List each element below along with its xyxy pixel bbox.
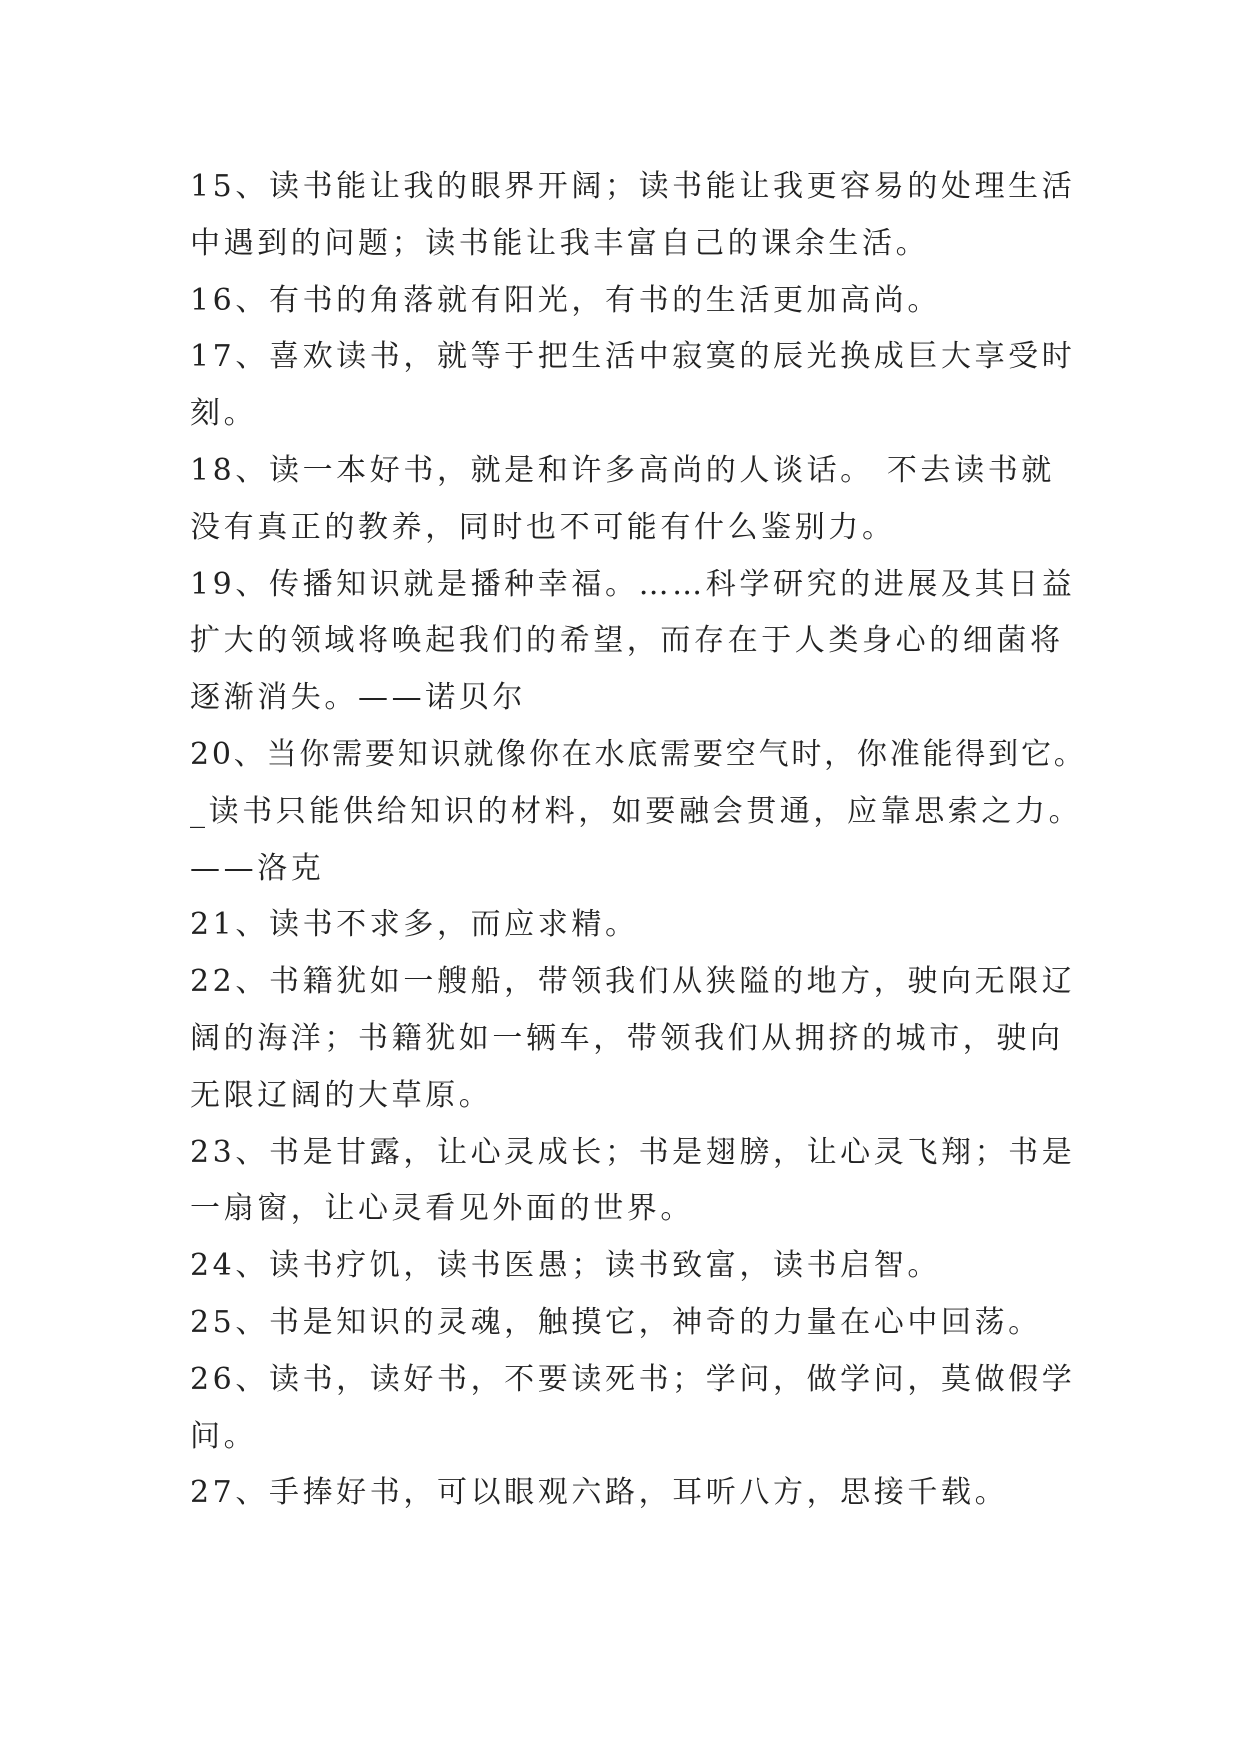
text-line: 无限辽阔的大草原。: [190, 1077, 493, 1113]
text-line: 19、传播知识就是播种幸福。……科学研究的进展及其日益: [190, 566, 1076, 602]
text-line: 22、书籍犹如一艘船，带领我们从狭隘的地方，驶向无限辽: [190, 964, 1076, 1000]
text-line: ——洛克: [190, 850, 325, 886]
text-line: 23、书是甘露，让心灵成长；书是翅膀，让心灵飞翔；书是: [190, 1134, 1076, 1170]
text-line: 阔的海洋；书籍犹如一辆车，带领我们从拥挤的城市，驶向: [190, 1020, 1064, 1056]
text-line: 逐渐消失。——诺贝尔: [190, 680, 526, 716]
text-line: 20、当你需要知识就像你在水底需要空气时，你准能得到它。: [190, 736, 1087, 772]
text-line: 18、读一本好书，就是和许多高尚的人谈话。 不去读书就: [190, 452, 1055, 488]
text-line: 24、读书疗饥，读书医愚；读书致富，读书启智。: [190, 1248, 941, 1284]
text-line: 21、读书不求多，而应求精。: [190, 907, 639, 943]
text-line: _读书只能供给知识的材料，如要融会贯通，应靠思索之力。: [190, 793, 1083, 829]
text-line: 扩大的领域将唤起我们的希望，而存在于人类身心的细菌将: [190, 623, 1064, 659]
text-line: 25、书是知识的灵魂，触摸它，神奇的力量在心中回荡。: [190, 1304, 1042, 1340]
text-line: 没有真正的教养，同时也不可能有什么鉴别力。: [190, 509, 896, 545]
text-line: 问。: [190, 1418, 258, 1454]
text-line: 刻。: [190, 396, 258, 432]
document-body: [190, 159, 1087, 1522]
text-line: 一扇窗，让心灵看见外面的世界。: [190, 1191, 694, 1227]
text-line: 中遇到的问题；读书能让我丰富自己的课余生活。: [190, 225, 930, 261]
text-line: 26、读书，读好书，不要读死书；学问，做学问，莫做假学: [190, 1361, 1076, 1397]
text-line: 16、有书的角落就有阳光，有书的生活更加高尚。: [190, 282, 941, 318]
text-line: 17、喜欢读书，就等于把生活中寂寞的辰光换成巨大享受时: [190, 339, 1076, 375]
text-line: 15、读书能让我的眼界开阔；读书能让我更容易的处理生活: [190, 169, 1076, 204]
text-line: 27、手捧好书，可以眼观六路，耳听八方，思接千载。: [190, 1475, 1009, 1511]
